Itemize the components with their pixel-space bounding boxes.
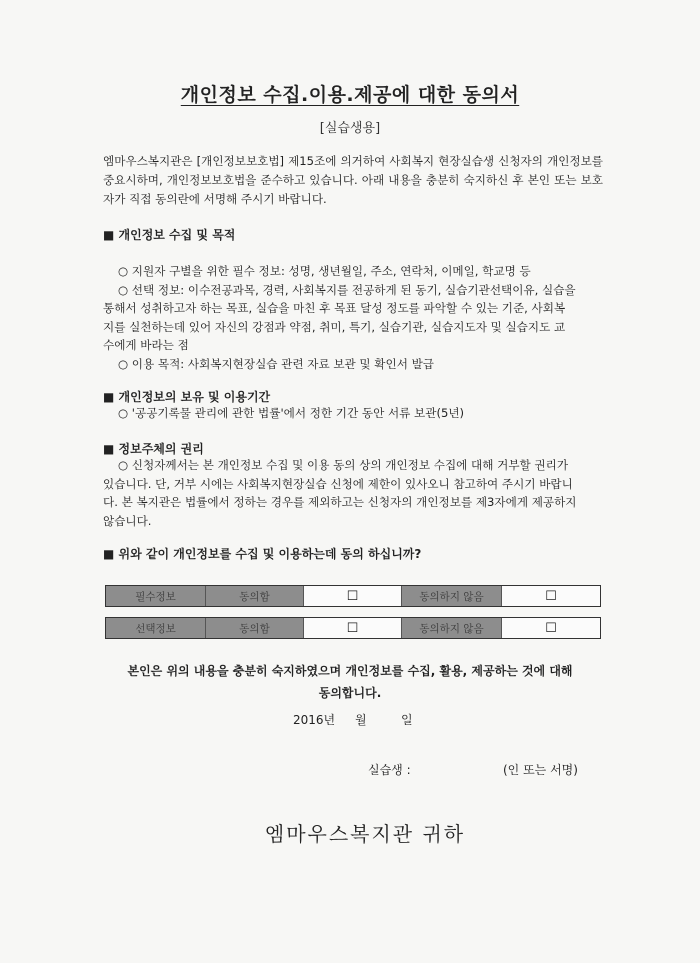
document-subtitle: [실습생용] (319, 121, 381, 136)
agree-checkbox-cell[interactable] (304, 586, 402, 606)
date-month[interactable]: 월 (355, 713, 367, 727)
paragraph-line: 있습니다. 단, 거부 시에는 사회복지현장실습 신청에 제한이 있사오니 참고하여 주시기 바랍니 (103, 476, 573, 491)
section-body-subject-rights (103, 456, 601, 530)
section-heading-subject-rights: ■ 정보주체의 권리 (103, 442, 204, 456)
intro-paragraph: 엠마우스복지관은 [개인정보보호법] 제15조에 의거하여 사회복지 현장실습생 신청자의 개인정보를 중요시하며, 개인정보보호법을 준수하고 있습니다. 아래 내용을 충분히 숙지하신 후 본인 또는 보호자가 직접 동의란에 서명해 주시기 바랍니다. (103, 154, 603, 206)
paragraph-line: 않습니다. (103, 513, 152, 528)
paragraph-line: ○ 이용 목적: 사회복지현장실습 관련 자료 보관 및 확인서 발급 (118, 356, 434, 371)
consent-type-label: 필수정보 (106, 586, 206, 606)
section-heading-collection-purpose: ■ 개인정보 수집 및 목적 (103, 228, 236, 242)
disagree-checkbox[interactable]: ☐ (545, 588, 557, 604)
disagree-label: 동의하지 않음 (402, 618, 502, 638)
paragraph-line: ○ 신청자께서는 본 개인정보 수집 및 이용 동의 상의 개인정보 수집에 대해 거부할 권리가 (118, 458, 569, 472)
document-title (0, 80, 700, 107)
disagree-checkbox-cell[interactable] (502, 586, 600, 606)
document-title-text: 개인정보 수집.이용.제공에 대한 동의서 (180, 84, 520, 106)
section-heading-retention-period: ■ 개인정보의 보유 및 이용기간 (103, 390, 271, 404)
agreement-statement (0, 660, 700, 704)
consent-question: ■ 위와 같이 개인정보를 수집 및 이용하는데 동의 하십니까? (103, 547, 422, 561)
date-year: 2016년 (293, 713, 336, 727)
paragraph-line: 지를 실천하는데 있어 자신의 강점과 약점, 취미, 특기, 실습기관, 실습지도자 및 실습지도 교 (103, 319, 566, 334)
agree-label: 동의함 (206, 586, 304, 606)
section-body-retention-period (103, 404, 601, 423)
paragraph-line: ○ '공공기록물 관리에 관한 법률'에서 정한 기간 동안 서류 보관(5년) (118, 406, 465, 420)
agreement-line: 동의합니다. (318, 686, 382, 700)
agree-checkbox[interactable]: ☐ (346, 588, 359, 604)
agree-label: 동의함 (206, 618, 304, 638)
closing-addressee: 엠마우스복지관 귀하 (264, 822, 466, 846)
signature-note: (인 또는 서명) (503, 763, 578, 777)
paragraph-line: 통해서 성취하고자 하는 목표, 실습을 마친 후 목표 달성 정도를 파악할 수 있는 기준, 사회복 (103, 301, 566, 315)
date-day[interactable]: 일 (401, 713, 413, 727)
disagree-checkbox-cell[interactable] (502, 618, 600, 638)
agreement-line: 본인은 위의 내용을 충분히 숙지하였으며 개인정보를 수집, 활용, 제공하는 것에 대해 (127, 664, 573, 678)
consent-row-optional (105, 617, 601, 639)
paragraph-line: ○ 지원자 구별을 위한 필수 정보: 성명, 생년월일, 주소, 연락처, 이메일, 학교명 등 (118, 264, 531, 278)
section-body-collection-purpose (103, 262, 601, 373)
paragraph-line: 다. 본 복지관은 법률에서 정하는 경우를 제외하고는 신청자의 개인정보를 제3자에게 제공하지 (103, 495, 577, 509)
agree-checkbox-cell[interactable] (304, 618, 402, 638)
consent-type-label: 선택정보 (106, 618, 206, 638)
signature-label: 실습생 : (368, 763, 411, 777)
paragraph-line: ○ 선택 정보: 이수전공과목, 경력, 사회복지를 전공하게 된 동기, 실습기관선택이유, 실습을 (118, 282, 576, 297)
paragraph-line: 수에게 바라는 점 (103, 338, 189, 352)
consent-row-required (105, 585, 601, 607)
disagree-label: 동의하지 않음 (402, 586, 502, 606)
disagree-checkbox[interactable]: ☐ (545, 620, 557, 636)
agree-checkbox[interactable]: ☐ (346, 620, 359, 636)
